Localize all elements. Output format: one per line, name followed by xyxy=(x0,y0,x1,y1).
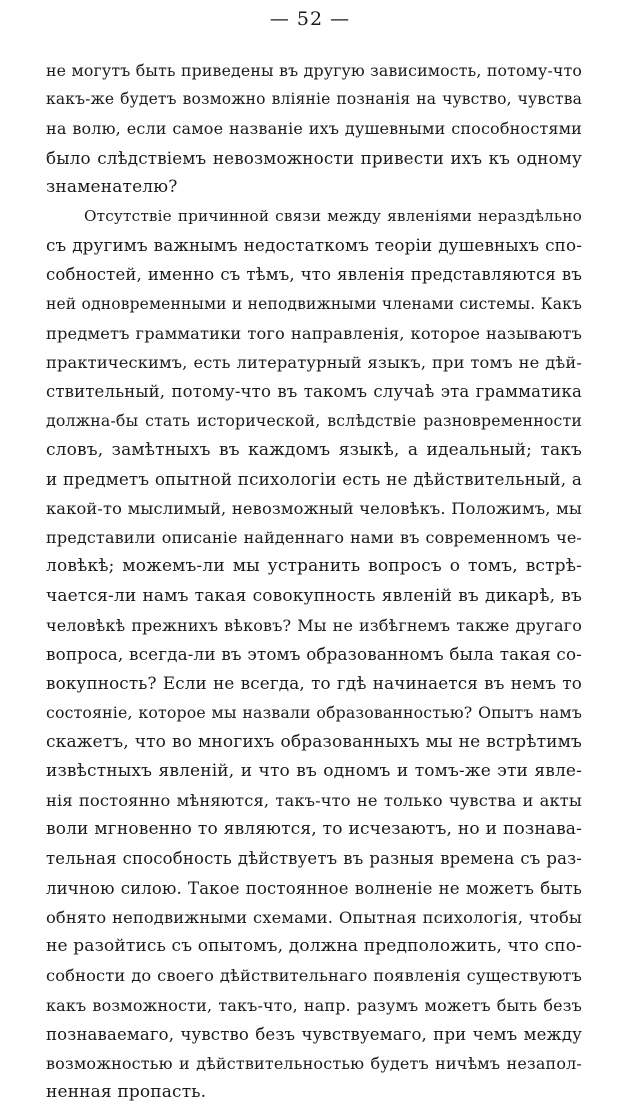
paragraph xyxy=(46,56,582,202)
text-line: обнято неподвижными схемами. Опытная психологія, чтобы xyxy=(46,907,582,927)
text-line: знаменателю? xyxy=(46,176,178,197)
text-line: представили описаніе найденнаго нами въ современномъ че- xyxy=(46,528,582,548)
text-line: ствительный, потому-что въ такомъ случаѣ эта грамматика xyxy=(46,382,582,402)
body-text xyxy=(46,56,582,1107)
text-line: какъ возможности, такъ-что, напр. разумъ можетъ быть безъ xyxy=(46,995,582,1015)
text-line: скажетъ, что во многихъ образованныхъ мы не встрѣтимъ xyxy=(46,731,582,752)
text-line: предметъ грамматики того направленія, которое называютъ xyxy=(46,323,582,343)
text-line: ней одновременными и неподвижными членами системы. Какъ xyxy=(46,294,582,313)
text-line: ловѣкѣ; можемъ-ли мы устранить вопросъ о томъ, встрѣ- xyxy=(46,556,582,577)
text-line: тельная способность дѣйствуетъ въ разныя времена съ раз- xyxy=(46,849,582,869)
text-line: не могутъ быть приведены въ другую зависимость, потому-что xyxy=(46,61,582,80)
text-line: съ другимъ важнымъ недостаткомъ теоріи душевныхъ спо- xyxy=(46,235,582,256)
paragraph xyxy=(46,202,582,1107)
text-line: нія постоянно мѣняются, такъ-что не только чувства и акты xyxy=(46,791,582,811)
text-line: собностей, именно съ тѣмъ, что явленія представляются въ xyxy=(46,265,582,285)
page-number: — 52 — xyxy=(269,8,351,30)
text-line: вопроса, всегда-ли въ этомъ образованномъ была такая со- xyxy=(46,644,582,665)
text-line: было слѣдствіемъ невозможности привести ихъ къ одному xyxy=(46,147,582,168)
text-line: вокупность? Если не всегда, то гдѣ начинается въ немъ то xyxy=(46,673,582,694)
text-line: должна-бы стать исторической, вслѣдствіе разновременности xyxy=(46,411,582,431)
text-line: какой-то мыслимый, невозможный человѣкъ. Положимъ, мы xyxy=(46,499,582,519)
text-line: практическимъ, есть литературный языкъ, при томъ не дѣй- xyxy=(46,353,582,373)
text-line: личною силою. Такое постоянное волненіе не можетъ быть xyxy=(46,878,582,898)
text-line: воли мгновенно то являются, то исчезаютъ, но и познава- xyxy=(46,819,582,840)
text-line: собности до своего дѣйствительнаго появленія существуютъ xyxy=(46,966,582,986)
text-line: человѣкѣ прежнихъ вѣковъ? Мы не избѣгнемъ также другаго xyxy=(46,615,582,635)
text-line: Отсутствіе причинной связи между явленіями нераздѣльно xyxy=(84,207,582,226)
text-line: и предметъ опытной психологіи есть не дѣйствительный, а xyxy=(46,468,582,489)
text-line: не разойтись съ опытомъ, должна предположить, что спо- xyxy=(46,936,582,957)
text-line: словъ, замѣтныхъ въ каждомъ языкѣ, а идеальный; такъ xyxy=(46,439,582,460)
text-line: на волю, если самое названіе ихъ душевными способностями xyxy=(46,119,582,139)
text-line: чается-ли намъ такая совокупность явленій въ дикарѣ, въ xyxy=(46,585,582,606)
text-line: какъ-же будетъ возможно вліяніе познанія на чувство, чувства xyxy=(46,90,582,109)
text-line: познаваемаго, чувство безъ чувствуемаго, при чемъ между xyxy=(46,1024,582,1044)
text-line: извѣстныхъ явленій, и что въ одномъ и томъ-же эти явле- xyxy=(46,760,582,781)
text-line: состояніе, которое мы назвали образованностью? Опытъ намъ xyxy=(46,703,582,723)
text-line: возможностью и дѣйствительностью будетъ ничѣмъ незапол- xyxy=(46,1053,582,1073)
text-line: ненная пропасть. xyxy=(46,1082,207,1103)
